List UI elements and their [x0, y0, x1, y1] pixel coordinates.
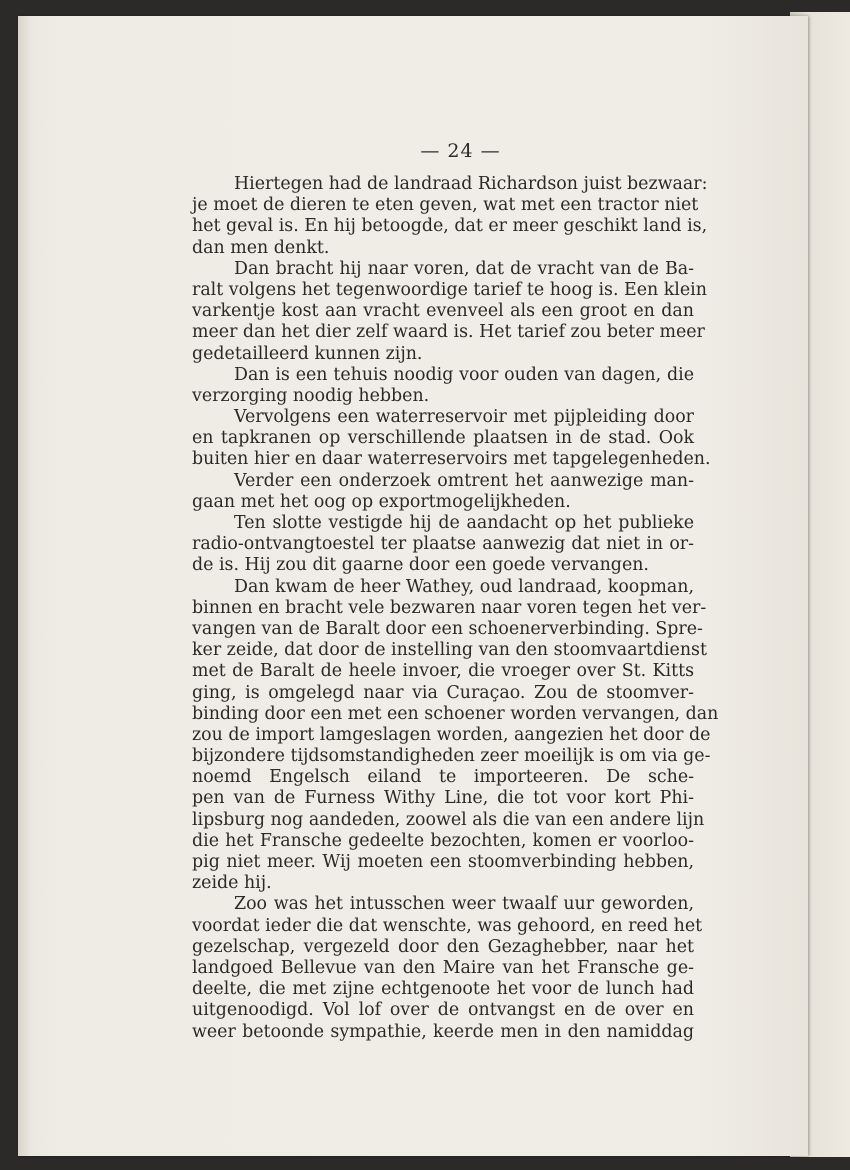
text-line: Zoo was het intusschen weer twaalf uur geworden, — [234, 894, 694, 915]
text-line: ging, is omgelegd naar via Curaçao. Zou de stoomver- — [192, 682, 694, 703]
text-line: en tapkranen op verschillende plaatsen in de stad. Ook — [192, 428, 694, 449]
text-line: gaan met het oog op exportmogelijkheden. — [192, 491, 571, 512]
text-line: Ten slotte vestigde hij de aandacht op het publieke — [234, 513, 694, 533]
text-line: het geval is. En hij betoogde, dat er meer geschikt land is, — [192, 216, 708, 237]
text-line: deelte, die met zijne echtgenoote het voor de lunch had — [192, 979, 694, 1000]
text-line: vangen van de Baralt door een schoenerverbinding. Spre- — [192, 618, 703, 639]
text-line: meer dan het dier zelf waard is. Het tarief zou beter meer — [192, 322, 705, 343]
text-line: varkentje kost aan vracht evenveel als een groot en dan — [192, 301, 694, 322]
body-text — [192, 174, 719, 1043]
text-line: Dan bracht hij naar voren, dat de vracht van de Ba- — [234, 258, 694, 279]
text-line: landgoed Bellevue van den Maire van het Fransche ge- — [192, 957, 694, 978]
text-line: pen van de Furness Withy Line, die tot voor kort Phi- — [192, 788, 694, 809]
book-page — [18, 16, 808, 1156]
text-line: binnen en bracht vele bezwaren naar voren tegen het ver- — [192, 597, 707, 618]
text-line: ker zeide, dat door de instelling van den stoomvaartdienst — [192, 640, 707, 661]
text-line: die het Fransche gedeelte bezochten, komen er voorloo- — [192, 830, 694, 851]
text-line: bijzondere tijdsomstandigheden zeer moeilijk is om via ge- — [192, 746, 711, 767]
text-line: voordat ieder die dat wenschte, was gehoord, en reed het — [192, 915, 703, 936]
text-line: dan men denkt. — [192, 237, 330, 258]
page-number: — 24 — — [420, 140, 501, 162]
text-line: Verder een onderzoek omtrent het aanwezige man- — [234, 470, 694, 491]
text-line: zou de import lamgeslagen worden, aangezien het door de — [192, 724, 711, 745]
text-line: Hiertegen had de landraad Richardson juist bezwaar: — [234, 174, 708, 194]
text-line: zeide hij. — [192, 873, 272, 894]
text-line: lipsburg nog aandeden, zoowel als die van een andere lijn — [192, 809, 705, 830]
text-line: noemd Engelsch eiland te importeeren. De sche- — [192, 767, 694, 788]
text-line: weer betoonde sympathie, keerde men in den namiddag — [192, 1021, 694, 1042]
text-line: ralt volgens het tegenwoordige tarief te hoog is. Een klein — [192, 279, 707, 300]
text-line: gezelschap, vergezeld door den Gezaghebber, naar het — [192, 936, 694, 957]
text-line: pig niet meer. Wij moeten een stoomverbinding hebben, — [192, 852, 694, 872]
text-line: de is. Hij zou dit gaarne door een goede vervangen. — [192, 555, 649, 576]
text-line: je moet de dieren te eten geven, wat met een tractor niet — [192, 195, 699, 216]
text-line: binding door een met een schoener worden vervangen, dan — [192, 703, 719, 724]
text-line: Dan kwam de heer Wathey, oud landraad, koopman, — [234, 576, 694, 597]
text-line: Dan is een tehuis noodig voor ouden van dagen, die — [234, 364, 694, 385]
text-line: buiten hier en daar waterreservoirs met tapgelegenheden. — [192, 449, 711, 470]
text-line: radio-ontvangtoestel ter plaatse aanwezig dat niet in or- — [192, 534, 694, 555]
text-line: met de Baralt de heele invoer, die vroeger over St. Kitts — [192, 661, 694, 682]
text-line: gedetailleerd kunnen zijn. — [192, 343, 423, 364]
text-line: Vervolgens een waterreservoir met pijpleiding door — [234, 407, 694, 428]
text-line: uitgenoodigd. Vol lof over de ontvangst en de over en — [192, 1000, 694, 1021]
text-line: verzorging noodig hebben. — [192, 385, 430, 406]
